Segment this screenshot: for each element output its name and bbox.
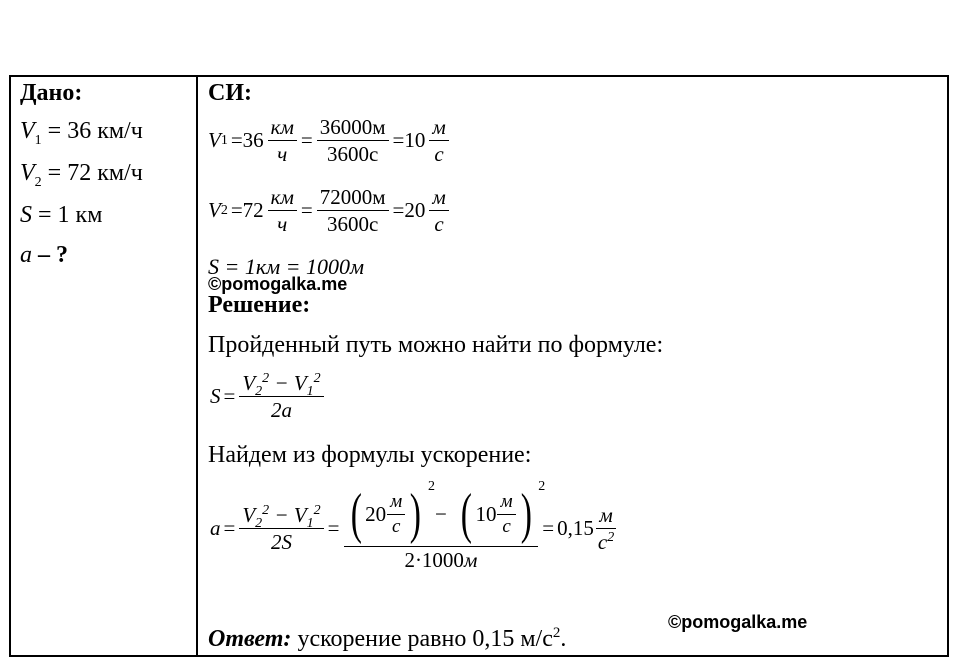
watermark-top: ©pomogalka.me (208, 274, 348, 294)
solution-text-accel: Найдем из формулы ускорение: (208, 442, 532, 468)
watermark-bottom: ©pomogalka.me (668, 612, 808, 632)
find-mark: – ? (38, 242, 68, 268)
si-v2-equation: V 2 =72 $\frac{км}{ч}$ = $\frac{72000м}{3600с}$ =20 $\frac{м}{с}$ (208, 186, 450, 235)
v1-symbol: V (20, 118, 35, 144)
accel-formula-fraction1: $\frac{V_2^2 - V_1^2}{2S}$ (239, 504, 323, 553)
si-s-line: S = 1км = 1000м (208, 254, 365, 279)
given-v2 (20, 160, 143, 190)
find-symbol: a (20, 242, 32, 268)
s-symbol: S (20, 202, 32, 228)
si-v2-result-unit: $\frac{м}{с}$ (429, 186, 448, 235)
si-v1-unit: $\frac{км}{ч}$ (268, 116, 297, 165)
si-v2-lhs: V (208, 198, 221, 223)
answer-line (208, 626, 566, 653)
si-v1-lhs: V (208, 128, 221, 153)
si-v2-eq: =72 (230, 198, 264, 223)
answer-label: Ответ: (208, 626, 292, 652)
accel-formula: a = $\frac{V_2^2 - V_1^2}{2S}$ = ( 20 $\frac{м}{с}$ ) 2 − ( 10 $\frac{м}{с}$ ) 2 2·1000м = 0,15 $\frac{м}{с^2}$ (210, 479, 615, 572)
si-v2-unit: $\frac{км}{ч}$ (268, 186, 297, 235)
si-v2-result: =20 (392, 198, 426, 223)
answer-sup: 2 (552, 625, 561, 641)
si-v1-equation: V 1 =36 $\frac{км}{ч}$ = $\frac{36000м}{3600с}$ =10 $\frac{м}{с}$ (208, 116, 450, 165)
v2-sub: 2 (34, 174, 42, 190)
v1-sub: 1 (34, 132, 42, 148)
s-value: = 1 км (38, 202, 103, 228)
solution-title: Решение: (208, 292, 311, 318)
path-formula-fraction: $\frac{V_2^2 - V_1^2}{2a}$ (239, 372, 323, 421)
si-v1-eq: =36 (230, 128, 264, 153)
si-v2-fraction: $\frac{72000м}{3600с}$ (317, 186, 389, 235)
si-v1-result-unit: $\frac{м}{с}$ (429, 116, 448, 165)
si-v1-result: =10 (392, 128, 426, 153)
given-s (20, 202, 102, 229)
accel-formula-fraction2: ( 20 $\frac{м}{с}$ ) 2 − ( 10 $\frac{м}{с}$ ) 2 2·1000м (344, 486, 539, 571)
given-v1 (20, 118, 143, 148)
v2-value: = 72 км/ч (47, 160, 143, 186)
v1-value: = 36 км/ч (47, 118, 143, 144)
given-find (20, 242, 68, 269)
si-title: СИ: (208, 80, 252, 106)
column-divider (196, 75, 198, 657)
given-title: Дано: (20, 80, 83, 106)
answer-end: . (560, 626, 567, 652)
v2-symbol: V (20, 160, 35, 186)
si-v1-fraction: $\frac{36000м}{3600с}$ (317, 116, 389, 165)
answer-text: ускорение равно 0,15 м/с (291, 626, 553, 652)
solution-text-path: Пройденный путь можно найти по формуле: (208, 332, 664, 358)
path-formula: S = $\frac{V_2^2 - V_1^2}{2a}$ (210, 372, 325, 421)
